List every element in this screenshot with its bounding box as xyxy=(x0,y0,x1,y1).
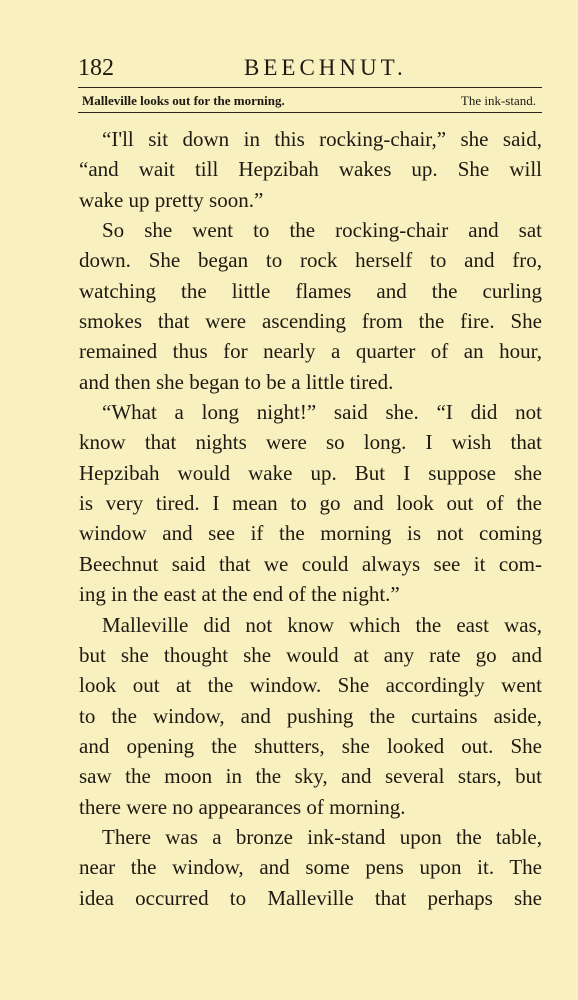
text-line: to the window, and pushing the curtains aside, xyxy=(79,703,542,728)
running-title: BEECHNUT. xyxy=(244,55,407,80)
text-line: but she thought she would at any rate go and xyxy=(79,642,542,667)
text-line: ing in the east at the end of the night.” xyxy=(79,582,400,607)
text-line: saw the moon in the sky, and several stars, but xyxy=(79,764,542,789)
text-line: Malleville did not know which the east was, xyxy=(102,612,542,637)
text-line: there were no appearances of morning. xyxy=(79,794,406,819)
paragraph-4 xyxy=(79,610,542,822)
text-line: “and wait till Hepzibah wakes up. She will xyxy=(79,157,542,182)
text-line: and opening the shutters, she looked out. She xyxy=(79,733,542,758)
text-line: “What a long night!” said she. “I did not xyxy=(102,400,542,425)
paragraph-5 xyxy=(79,822,542,913)
text-line: So she went to the rocking-chair and sat xyxy=(102,218,542,243)
header-rule-bottom xyxy=(78,112,542,113)
paragraph-2 xyxy=(79,215,542,397)
paragraph-3 xyxy=(79,397,542,609)
text-line: Beechnut said that we could always see it com- xyxy=(79,551,542,576)
header-rule-top xyxy=(78,87,542,88)
text-line: remained thus for nearly a quarter of an hour, xyxy=(79,339,542,364)
text-line: look out at the window. She accordingly went xyxy=(79,673,542,698)
text-line: and then she began to be a little tired. xyxy=(79,369,394,394)
text-line: window and see if the morning is not coming xyxy=(79,521,542,546)
text-line: smokes that were ascending from the fire. She xyxy=(79,309,542,334)
text-line: Hepzibah would wake up. But I suppose she xyxy=(79,460,542,485)
body-text xyxy=(79,124,542,913)
text-line: wake up pretty soon.” xyxy=(79,187,264,212)
right-subhead: The ink-stand. xyxy=(460,93,536,108)
text-line: watching the little flames and the curling xyxy=(79,278,542,303)
text-line: is very tired. I mean to go and look out of the xyxy=(79,491,542,516)
text-line: There was a bronze ink-stand upon the table, xyxy=(102,824,542,849)
paragraph-1 xyxy=(79,124,542,215)
page-number: 182 xyxy=(78,55,114,81)
text-line: down. She began to rock herself to and fro, xyxy=(79,248,542,273)
text-line: “I'll sit down in this rocking-chair,” she said, xyxy=(102,127,542,151)
text-line: idea occurred to Malleville that perhaps she xyxy=(79,885,542,910)
text-line: near the window, and some pens upon it. The xyxy=(79,855,542,880)
left-subhead: Malleville looks out for the morning. xyxy=(82,93,285,108)
text-line: know that nights were so long. I wish that xyxy=(79,430,542,455)
